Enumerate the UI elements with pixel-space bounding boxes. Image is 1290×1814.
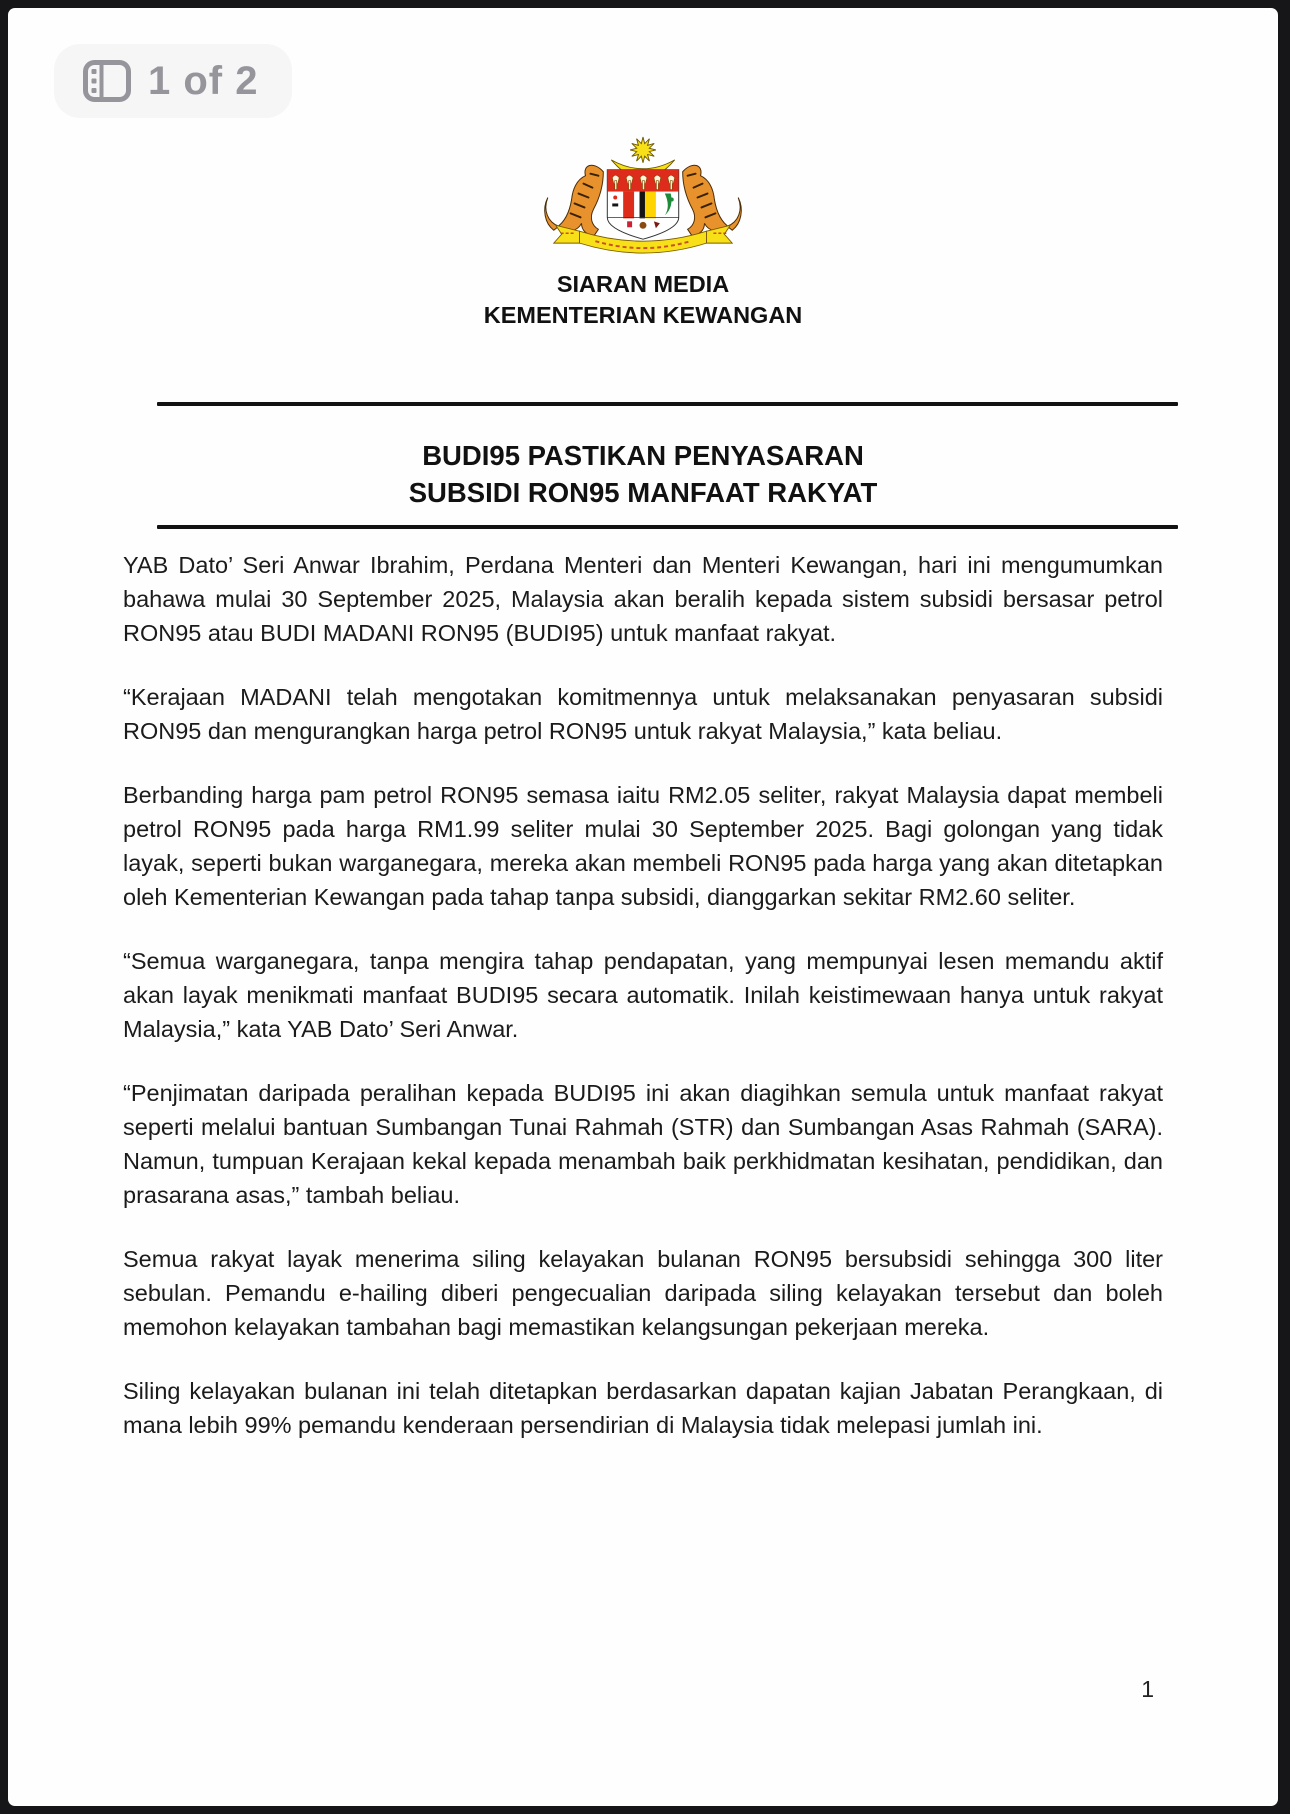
letterhead bbox=[8, 269, 1278, 331]
divider-top bbox=[157, 402, 1178, 406]
divider-bottom bbox=[157, 525, 1178, 529]
body-paragraphs bbox=[123, 548, 1163, 1472]
page-number: 1 bbox=[1141, 1676, 1154, 1702]
document-page bbox=[8, 8, 1278, 1806]
paragraph: “Kerajaan MADANI telah mengotakan komitmennya untuk melaksanakan penyasaran subsidi RON95 dan mengurangkan harga petrol RON95 untuk rakyat Malaysia,” kata beliau. bbox=[123, 684, 1163, 744]
malaysia-coat-of-arms-icon bbox=[524, 134, 762, 265]
letterhead-line2: KEMENTERIAN KEWANGAN bbox=[483, 302, 803, 328]
paragraph: Berbanding harga pam petrol RON95 semasa iaitu RM2.05 seliter, rakyat Malaysia dapat membeli petrol RON95 pada harga RM1.99 seliter mulai 30 September 2025. Bagi golongan yang tidak layak, seperti bukan warganegara, mereka akan membeli RON95 pada harga yang akan ditetapkan oleh Kementerian Kewangan pada tahap tanpa subsidi, dianggarkan sekitar RM2.60 seliter. bbox=[123, 782, 1163, 910]
page-indicator-label: 1 of 2 bbox=[148, 59, 259, 103]
document-title-line1: BUDI95 PASTIKAN PENYASARAN bbox=[422, 440, 864, 471]
paragraph: Siling kelayakan bulanan ini telah ditetapkan berdasarkan dapatan kajian Jabatan Perangkaan, di mana lebih 99% pemandu kenderaan persendirian di Malaysia tidak melepasi jumlah ini. bbox=[123, 1378, 1163, 1438]
pages-panel-icon bbox=[82, 59, 132, 103]
page-indicator-badge[interactable] bbox=[54, 44, 292, 118]
document-title-line2: SUBSIDI RON95 MANFAAT RAKYAT bbox=[408, 477, 878, 508]
paragraph: YAB Dato’ Seri Anwar Ibrahim, Perdana Menteri dan Menteri Kewangan, hari ini mengumumkan bahawa mulai 30 September 2025, Malaysia akan beralih kepada sistem subsidi bersasar petrol RON95 atau BUDI MADANI RON95 (BUDI95) untuk manfaat rakyat. bbox=[123, 552, 1163, 646]
paragraph: “Penjimatan daripada peralihan kepada BUDI95 ini akan diagihkan semula untuk manfaat rakyat seperti melalui bantuan Sumbangan Tunai Rahmah (STR) dan Sumbangan Asas Rahmah (SARA). Namun, tumpuan Kerajaan kekal kepada menambah baik perkhidmatan kesihatan, pendidikan, dan prasarana asas,” tambah beliau. bbox=[123, 1080, 1163, 1208]
letterhead-line1: SIARAN MEDIA bbox=[556, 271, 730, 297]
paragraph: Semua rakyat layak menerima siling kelayakan bulanan RON95 bersubsidi sehingga 300 liter sebulan. Pemandu e-hailing diberi pengecualian daripada siling kelayakan tersebut dan boleh memohon kelayakan tambahan bagi memastikan kelangsungan pekerjaan mereka. bbox=[123, 1246, 1163, 1340]
document-title bbox=[8, 437, 1278, 511]
paragraph: “Semua warganegara, tanpa mengira tahap pendapatan, yang mempunyai lesen memandu aktif akan layak menikmati manfaat BUDI95 secara automatik. Inilah keistimewaan hanya untuk rakyat Malaysia,” kata YAB Dato’ Seri Anwar. bbox=[123, 948, 1163, 1042]
